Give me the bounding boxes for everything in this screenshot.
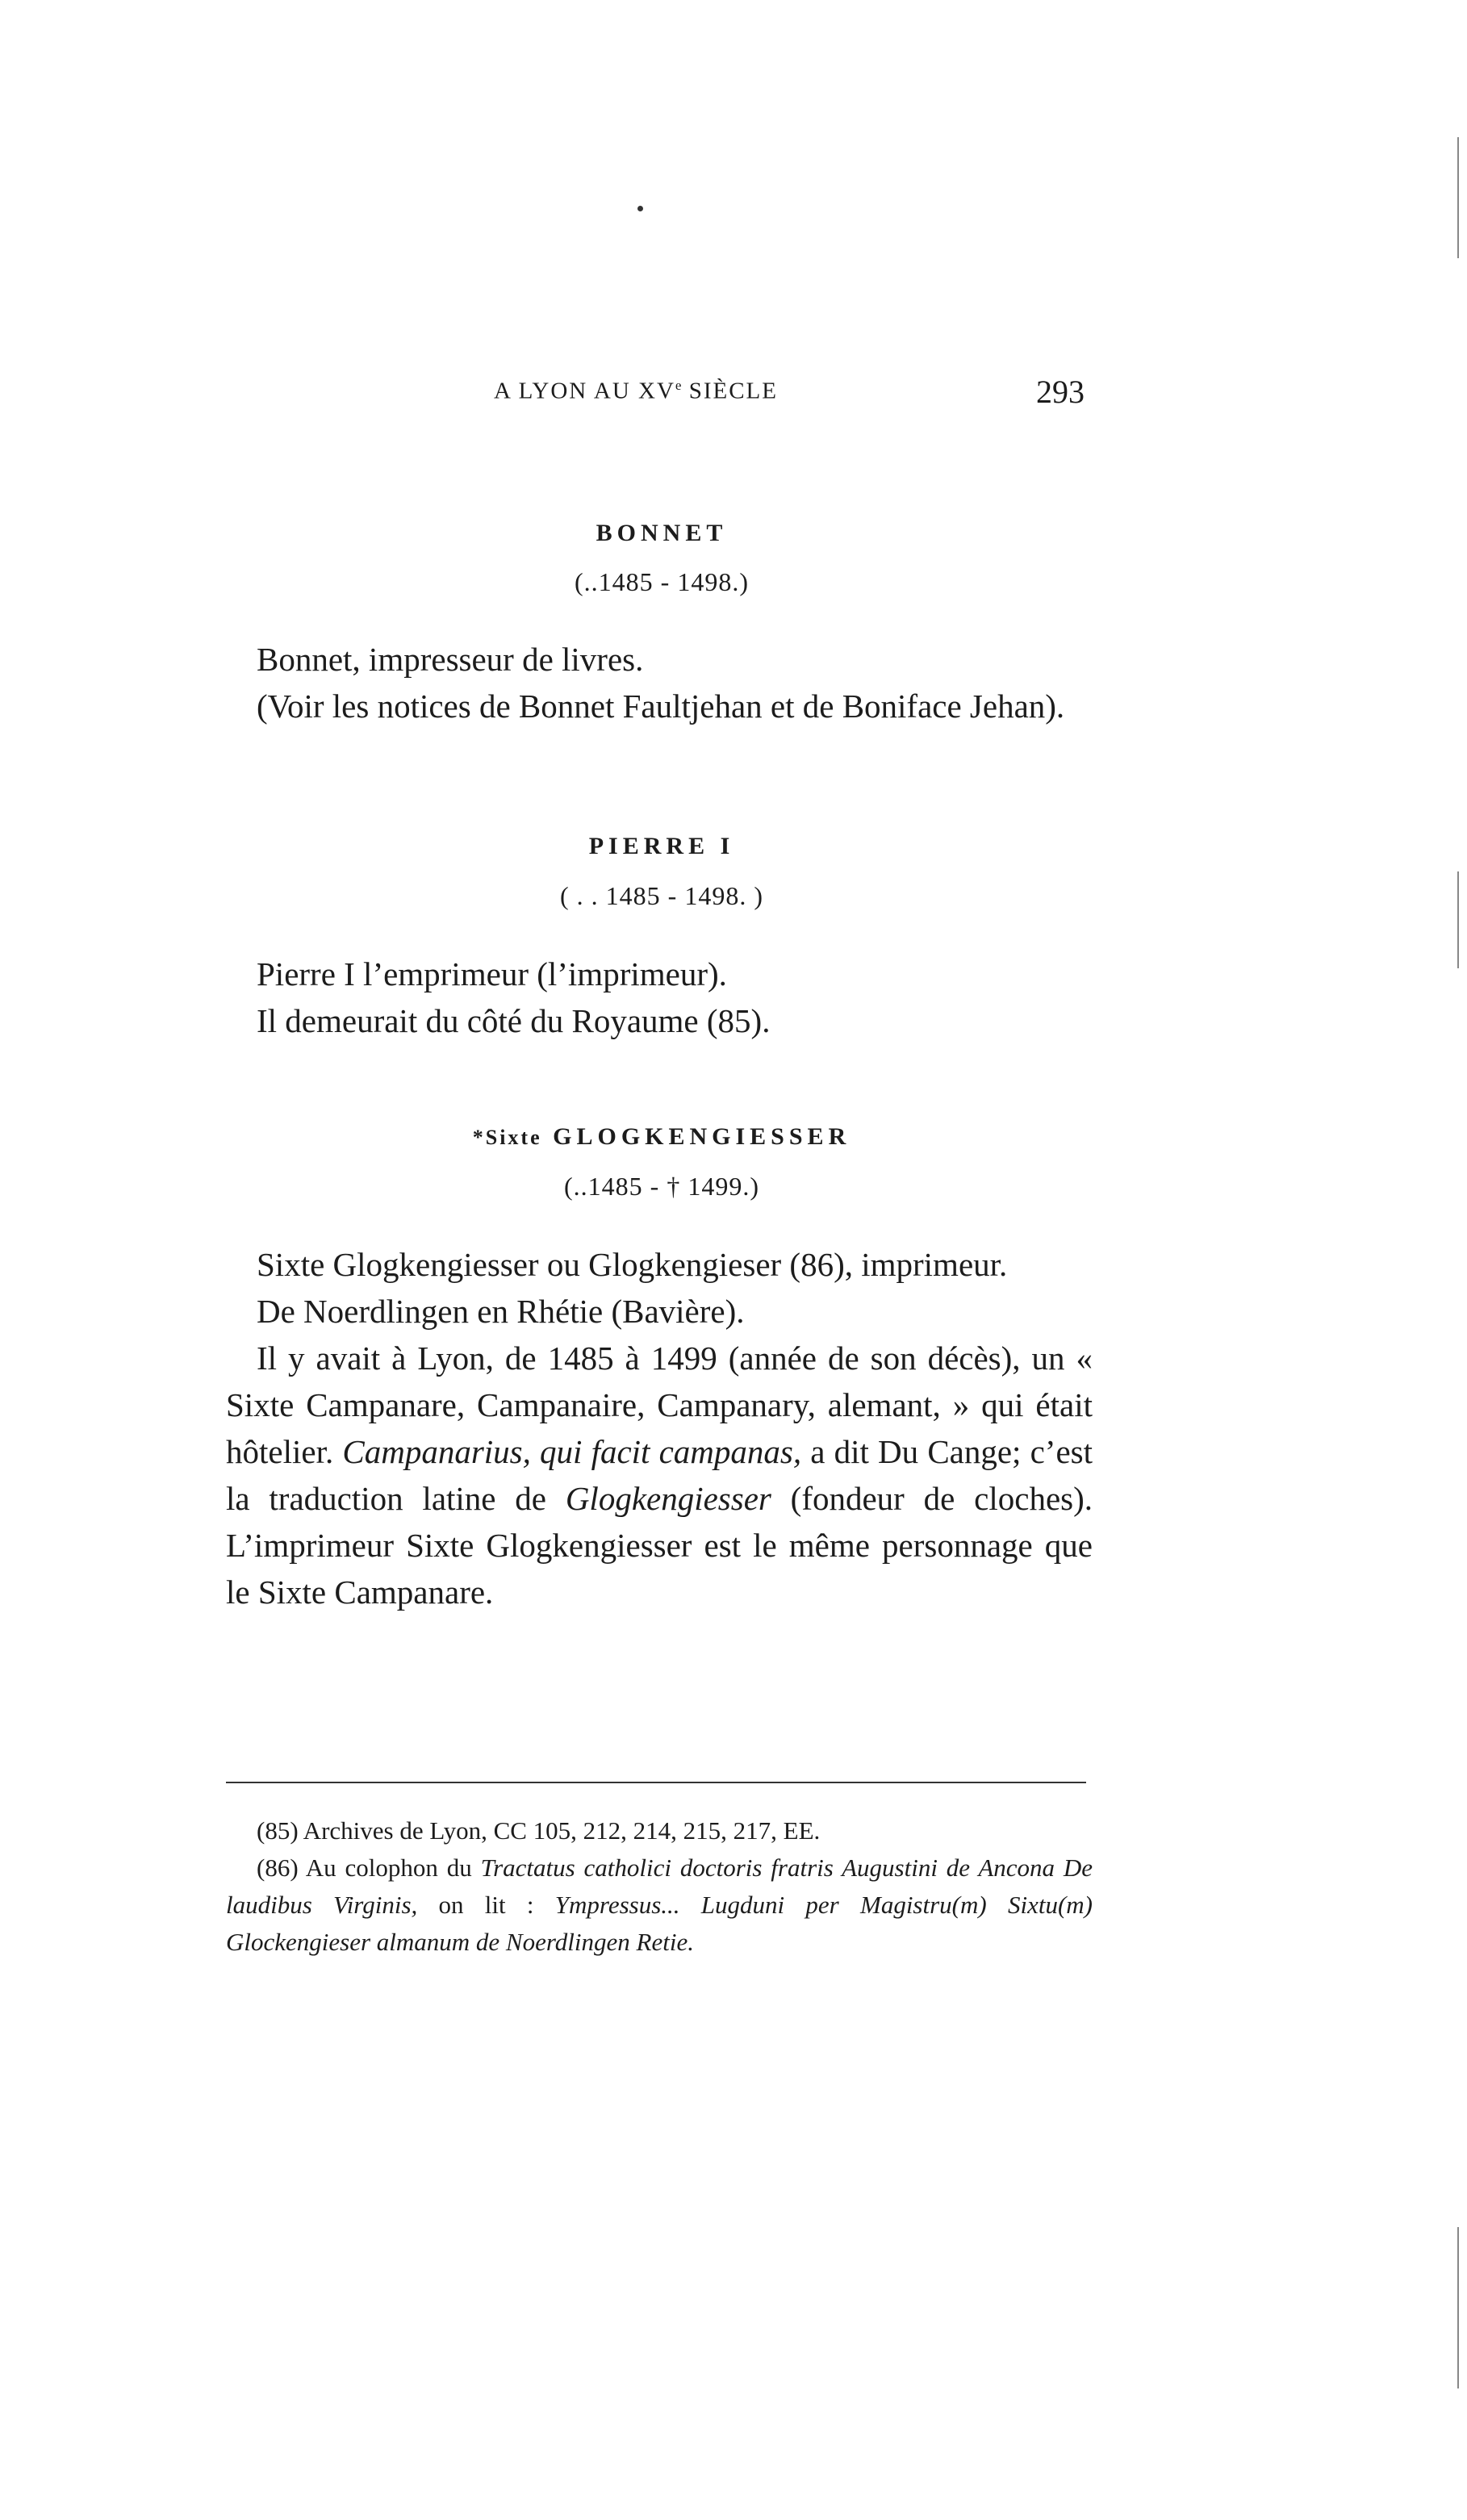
running-head: A LYON AU XVe SIÈCLE [494,378,778,404]
footnotes [226,1812,1093,1961]
section-dates-glogkengiesser: (..1485 - † 1499.) [564,1172,759,1201]
footnote-85: (85) Archives de Lyon, CC 105, 212, 214, 215, 217, EE. [257,1816,821,1845]
paragraph: (Voir les notices de Bonnet Faultjehan et de Boniface Jehan). [257,687,1065,725]
paragraph: De Noerdlingen en Rhétie (Bavière). [257,1293,745,1330]
paragraph: Il demeurait du côté du Royaume (85). [257,1002,771,1039]
section-heading-bonnet: BONNET [596,520,728,546]
heading-name: GLOGKENGIESSER [553,1123,851,1150]
paragraph: Bonnet, impresseur de livres. [257,641,644,678]
page-edge-mark [1457,2227,1459,2388]
footnote-rule [226,1782,1086,1783]
section-body-bonnet [226,636,1093,729]
section-heading-pierre: PIERRE I [588,833,735,859]
section-body-glogkengiesser [226,1241,1093,1615]
paragraph-campanare: Il y avait à Lyon, de 1485 à 1499 (année de son décès), un « Sixte Campanare, Campanaire, Campanary, alemant, » qui était hôtelier. Campanarius, qui facit campanas, a dit Du Cange; c’est la traduction latine de Glogkengiesser (fondeur de cloches). L’imprimeur Sixte Glogkengiesser est le même personnage que le Sixte Campanare. [226,1339,1093,1611]
section-body-pierre [226,951,1093,1044]
ink-dot [637,206,643,211]
section-dates-pierre: ( . . 1485 - 1498. ) [560,881,763,910]
section-heading-glogkengiesser [226,1123,1097,1151]
heading-prefix: *Sixte [472,1126,542,1149]
paragraph: Pierre I l’emprimeur (l’imprimeur). [257,955,727,993]
page-number: 293 [1036,374,1085,410]
page-edge-mark [1457,871,1459,968]
paragraph: Sixte Glogkengiesser ou Glogkengieser (86), imprimeur. [257,1246,1008,1283]
page-edge-mark [1457,137,1459,258]
section-dates-bonnet: (..1485 - 1498.) [575,567,749,596]
footnote-86: (86) Au colophon du Tractatus catholici doctoris fratris Augustini de Ancona De laudibus Virginis, on lit : Ympressus... Lugduni per Magistru(m) Sixtu(m) Glockengieser almanum de Noerdlingen Retie. [226,1853,1093,1956]
